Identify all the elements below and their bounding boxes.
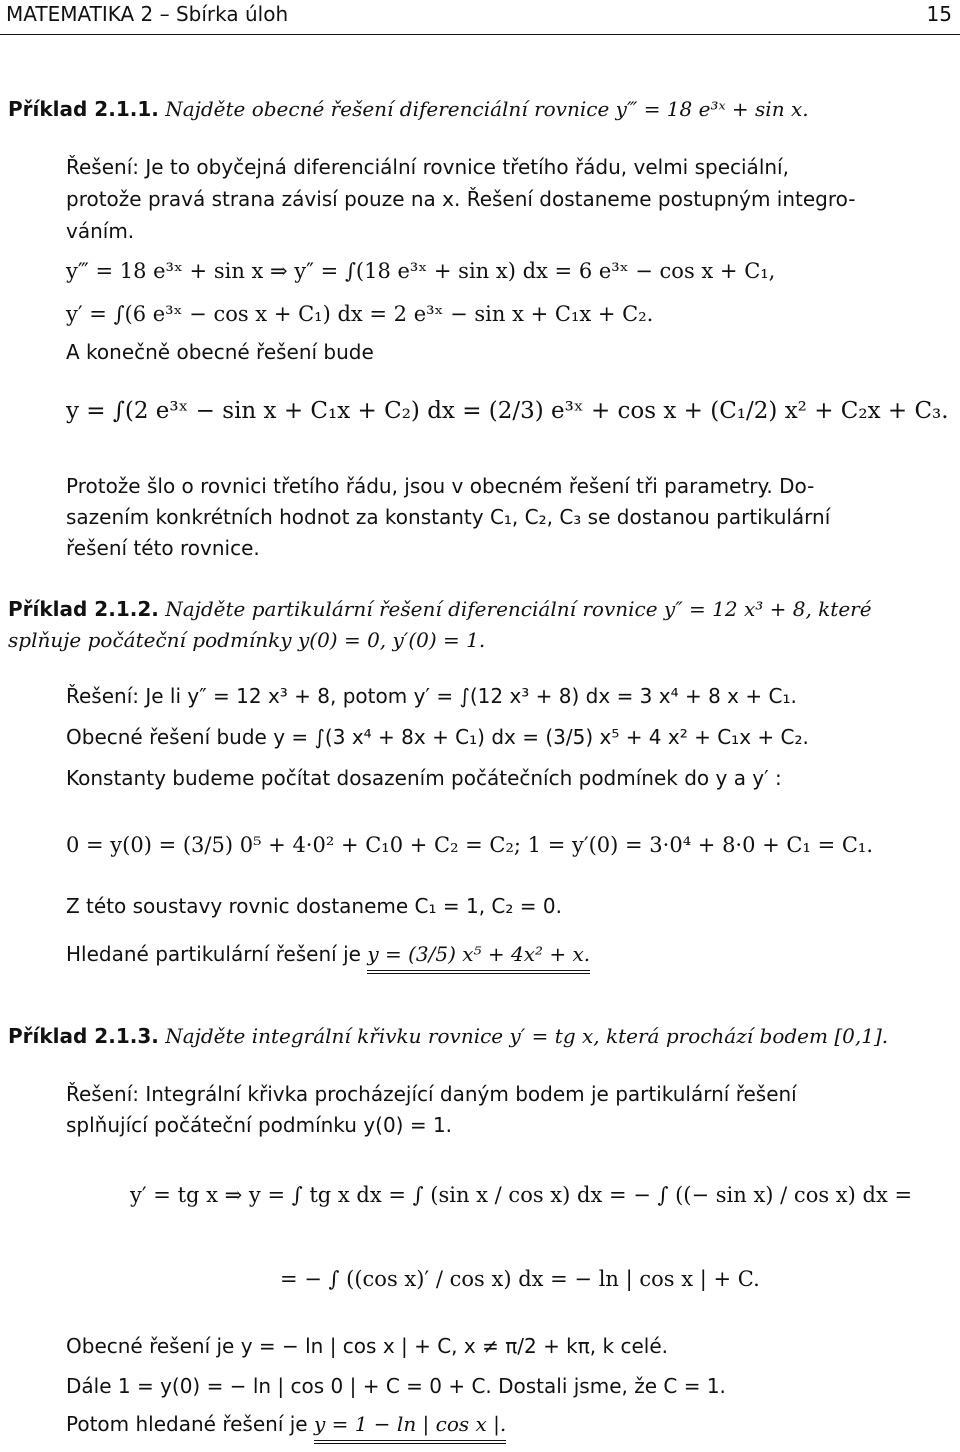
example-heading bbox=[8, 595, 952, 623]
equation: y′ = ∫(6 e³ˣ − cos x + C₁) dx = 2 e³ˣ − sin x + C₁x + C₂. bbox=[66, 302, 654, 326]
solution-text: Řešení: Je to obyčejná diferenciální rovnice třetího řádu, velmi speciální, bbox=[66, 155, 789, 179]
equation: y′ = tg x ⇒ y = ∫ tg x dx = ∫ (sin x / cos x) dx = − ∫ ((− sin x) / cos x) dx = bbox=[130, 1183, 913, 1207]
result-label: Potom hledané řešení je bbox=[66, 1412, 308, 1436]
equation-conditions: 0 = y(0) = (3/5) 0⁵ + 4·0² + C₁0 + C₂ = C₂; 1 = y′(0) = 3·0⁴ + 8·0 + C₁ = C₁. bbox=[66, 833, 874, 857]
result-formula: y = 1 − ln | cos x |. bbox=[314, 1410, 506, 1444]
example-task: Najděte obecné řešení diferenciální rovnice y‴ = 18 e³ˣ + sin x. bbox=[165, 97, 809, 121]
example-task: Najděte partikulární řešení diferenciální rovnice y″ = 12 x³ + 8, které bbox=[165, 597, 872, 621]
paragraph-text: Protože šlo o rovnici třetího řádu, jsou v obecném řešení tři parametry. Do- bbox=[66, 474, 815, 498]
header-title: MATEMATIKA 2 – Sbírka úloh bbox=[6, 2, 289, 26]
equation-general-solution: y = ∫(2 e³ˣ − sin x + C₁x + C₂) dx = (2/3) e³ˣ + cos x + (C₁/2) x² + C₂x + C₃. bbox=[66, 398, 949, 424]
solution-text: Řešení: Je li y″ = 12 x³ + 8, potom y′ = ∫(12 x³ + 8) dx = 3 x⁴ + 8 x + C₁. bbox=[66, 684, 797, 708]
solution-text: Obecné řešení je y = − ln | cos x | + C, x ≠ π/2 + kπ, k celé. bbox=[66, 1334, 668, 1358]
paragraph-text: sazením konkrétních hodnot za konstanty C₁, C₂, C₃ se dostanou partikulární bbox=[66, 505, 831, 529]
page-number: 15 bbox=[926, 2, 952, 26]
example-label: Příklad 2.1.2. bbox=[8, 597, 159, 621]
solution-text: Z této soustavy rovnic dostaneme C₁ = 1, C₂ = 0. bbox=[66, 894, 562, 918]
example-task: splňuje počáteční podmínky y(0) = 0, y′(0) = 1. bbox=[8, 628, 486, 652]
solution-text: Dále 1 = y(0) = − ln | cos 0 | + C = 0 + C. Dostali jsme, že C = 1. bbox=[66, 1374, 726, 1398]
solution-text: splňující počáteční podmínku y(0) = 1. bbox=[66, 1113, 453, 1137]
example-heading bbox=[8, 1022, 952, 1050]
solution-text: váním. bbox=[66, 219, 135, 243]
result-formula: y = (3/5) x⁵ + 4x² + x. bbox=[367, 940, 590, 974]
equation: y‴ = 18 e³ˣ + sin x ⇒ y″ = ∫(18 e³ˣ + sin x) dx = 6 e³ˣ − cos x + C₁, bbox=[66, 259, 776, 283]
result-line bbox=[66, 940, 952, 974]
paragraph-text: řešení této rovnice. bbox=[66, 536, 260, 560]
result-line bbox=[66, 1410, 952, 1444]
example-heading bbox=[8, 95, 952, 123]
solution-text: Řešení: Integrální křivka procházející daným bodem je partikulární řešení bbox=[66, 1082, 797, 1106]
result-label: Hledané partikulární řešení je bbox=[66, 942, 361, 966]
solution-text: Obecné řešení bude y = ∫(3 x⁴ + 8x + C₁) dx = (3/5) x⁵ + 4 x² + C₁x + C₂. bbox=[66, 725, 809, 749]
example-label: Příklad 2.1.1. bbox=[8, 97, 159, 121]
equation: = − ∫ ((cos x)′ / cos x) dx = − ln | cos x | + C. bbox=[280, 1267, 760, 1291]
example-label: Příklad 2.1.3. bbox=[8, 1024, 159, 1048]
header-rule bbox=[0, 34, 960, 35]
solution-text: protože pravá strana závisí pouze na x. Řešení dostaneme postupným integro- bbox=[66, 187, 856, 211]
example-task: Najděte integrální křivku rovnice y′ = tg x, která prochází bodem [0,1]. bbox=[165, 1024, 889, 1048]
paragraph-text: A konečně obecné řešení bude bbox=[66, 340, 374, 364]
solution-text: Konstanty budeme počítat dosazením počátečních podmínek do y a y′ : bbox=[66, 766, 782, 790]
